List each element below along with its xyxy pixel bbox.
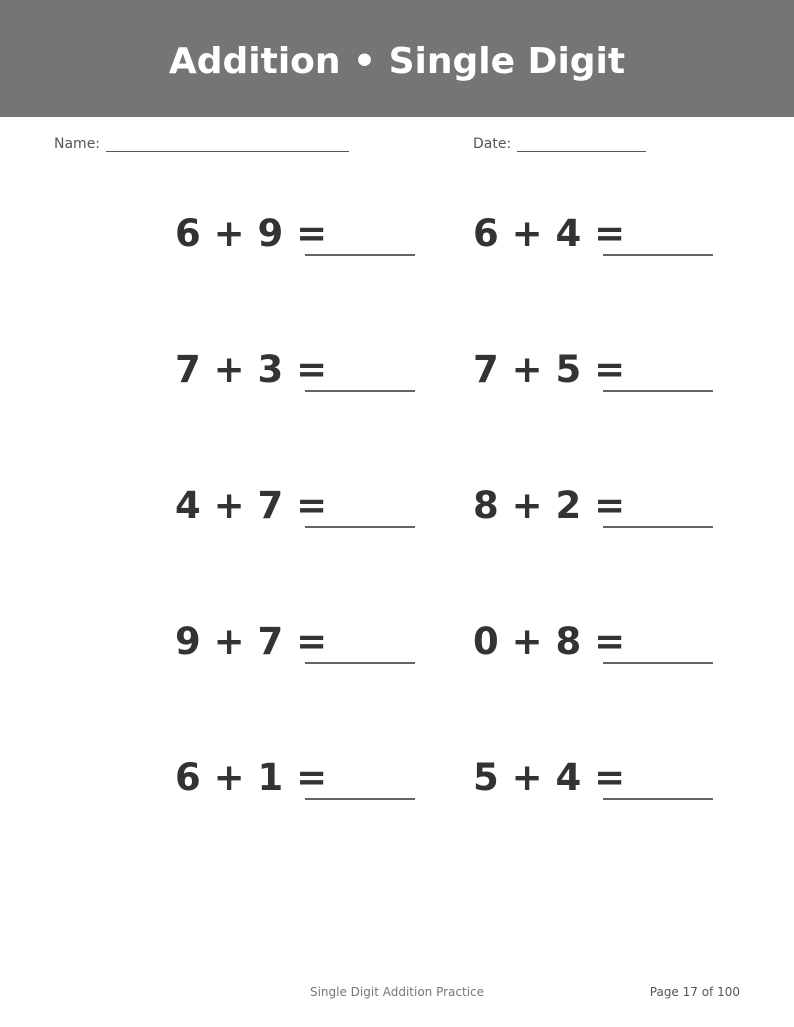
problem-left-4: 9 + 7 = (175, 620, 328, 663)
worksheet-title: Addition • Single Digit (168, 41, 626, 82)
answer-line-left-1[interactable] (305, 254, 415, 256)
name-field-line[interactable] (106, 151, 349, 152)
date-field-line[interactable] (517, 151, 646, 152)
answer-line-right-3[interactable] (603, 526, 713, 528)
problem-left-2: 7 + 3 = (175, 348, 328, 391)
problem-right-5: 5 + 4 = (473, 756, 626, 799)
answer-line-left-4[interactable] (305, 662, 415, 664)
problem-right-1: 6 + 4 = (473, 212, 626, 255)
answer-line-left-2[interactable] (305, 390, 415, 392)
worksheet-header (0, 0, 794, 117)
answer-line-right-5[interactable] (603, 798, 713, 800)
answer-line-left-5[interactable] (305, 798, 415, 800)
problem-left-1: 6 + 9 = (175, 212, 328, 255)
answer-line-right-4[interactable] (603, 662, 713, 664)
name-label: Name: (54, 136, 101, 152)
footer-title: Single Digit Addition Practice (309, 985, 485, 999)
problem-left-3: 4 + 7 = (175, 484, 328, 527)
problem-left-5: 6 + 1 = (175, 756, 328, 799)
problem-right-4: 0 + 8 = (473, 620, 626, 663)
answer-line-right-2[interactable] (603, 390, 713, 392)
page-number: Page 17 of 100 (649, 985, 740, 999)
answer-line-left-3[interactable] (305, 526, 415, 528)
answer-line-right-1[interactable] (603, 254, 713, 256)
date-label: Date: (473, 136, 512, 152)
problem-right-3: 8 + 2 = (473, 484, 626, 527)
problem-right-2: 7 + 5 = (473, 348, 626, 391)
